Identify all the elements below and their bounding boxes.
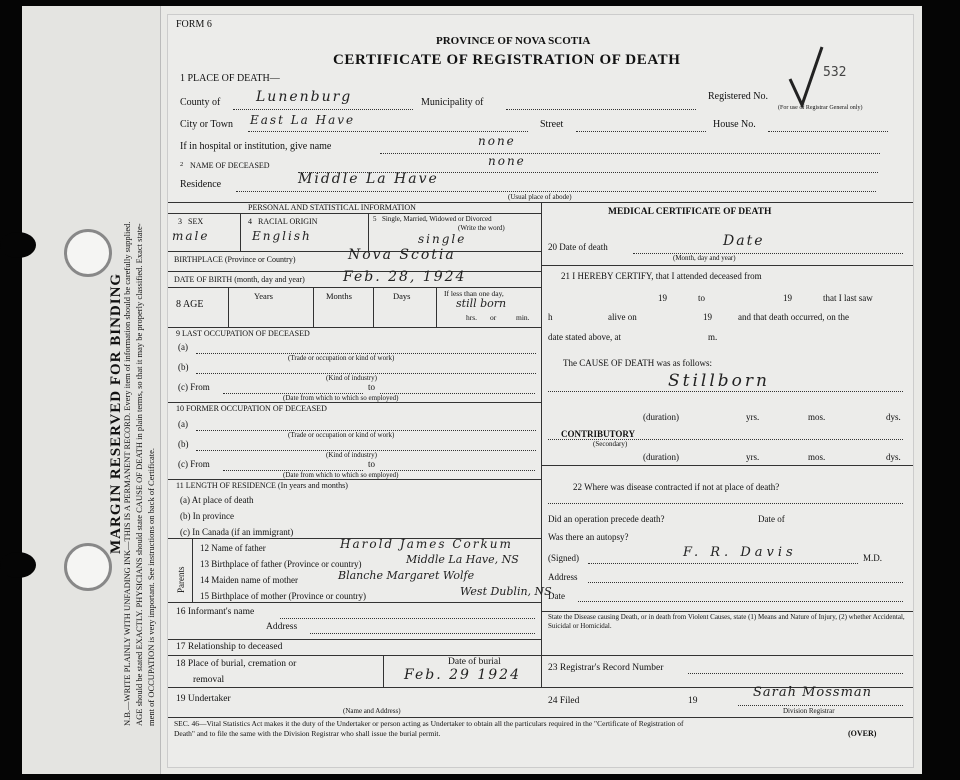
physician-address-label: Address [548, 572, 578, 582]
check-mark-icon [786, 43, 826, 111]
municipality-label: Municipality of [421, 97, 484, 108]
deceased-name-value: none [488, 154, 526, 168]
age-label: 8 AGE [176, 299, 204, 310]
race-number: 4 [248, 217, 252, 226]
punch-hole-top [0, 232, 36, 258]
personal-info-heading: PERSONAL AND STATISTICAL INFORMATION [248, 203, 416, 212]
registrar-signature: Sarah Mossman [753, 685, 873, 700]
less-than-day-label: If less than one day, [444, 289, 504, 298]
occupation-a: (a) [178, 342, 188, 352]
undertaker-note: (Name and Address) [343, 707, 401, 715]
city-value: East La Have [250, 113, 356, 127]
sex-value: male [172, 229, 210, 243]
binding-ring-top [64, 229, 112, 277]
last-occupation-label: 9 LAST OCCUPATION OF DECEASED [176, 329, 310, 338]
father-name-value: Harold James Corkum [340, 537, 513, 551]
occupation-b: (b) [178, 362, 189, 372]
residence-in-canada: (c) In Canada (if an immigrant) [180, 527, 294, 537]
sex-label: SEX [188, 217, 204, 226]
duration-label-2: (duration) [643, 452, 679, 462]
registered-number-note: (For use of Registrar General only) [778, 105, 863, 111]
certify-statement: 21 I HEREBY CERTIFY, that I attended deceased from [561, 271, 762, 281]
residence-length-label: 11 LENGTH OF RESIDENCE (In years and months) [176, 481, 348, 490]
alive-on-label: alive on [608, 312, 637, 322]
yrs-label-1: yrs. [746, 412, 760, 422]
binding-ring-bottom [64, 543, 112, 591]
residence-label: Residence [180, 179, 222, 190]
trade-note: (Trade or occupation or kind of work) [288, 354, 395, 362]
minutes-label: min. [516, 313, 530, 322]
marital-number: 5 [373, 215, 377, 223]
age-years-label: Years [254, 291, 273, 301]
former-a: (a) [178, 419, 188, 429]
autopsy-label: Was there an autopsy? [548, 532, 629, 542]
former-to-label: to [368, 459, 376, 469]
alive-19: 19 [703, 312, 712, 322]
attended-19-1: 19 [658, 293, 667, 303]
filed-19: 19 [688, 696, 698, 706]
former-occupation-label: 10 FORMER OCCUPATION OF DECEASED [176, 404, 327, 413]
house-number-label: House No. [713, 119, 756, 130]
informant-address-label: Address [266, 622, 298, 632]
parents-label: Parents [176, 566, 186, 593]
province-heading: PROVINCE OF NOVA SCOTIA [436, 35, 591, 47]
undertaker-label: 19 Undertaker [176, 694, 231, 704]
footer-line-2: Death" and to file the same with the Division Registrar who shall issue the burial permit. [174, 729, 441, 738]
residence-value: Middle La Have [298, 171, 439, 187]
signed-label: (Signed) [548, 553, 579, 563]
contributory-label: CONTRIBUTORY [561, 429, 636, 439]
date-stated-label: date stated above, at [548, 332, 621, 342]
h-label: h [548, 312, 553, 322]
physician-signature: F. R. Davis [683, 545, 797, 560]
burial-date-value: Feb. 29 1924 [404, 667, 521, 683]
footer-line-1: SEC. 46—Vital Statistics Act makes it the duty of the Undertaker or person acting as Undertaker to obtain all the particulars required in the "Certificate of Registration of [174, 719, 684, 728]
age-days-label: Days [393, 291, 411, 301]
former-b: (b) [178, 439, 189, 449]
former-dates-note: (Date from which to which so employed) [283, 471, 399, 479]
binding-margin [22, 6, 161, 774]
race-value: English [252, 229, 312, 243]
or-label: or [490, 313, 497, 322]
certificate-sheet [22, 6, 922, 774]
yrs-label-2: yrs. [746, 452, 760, 462]
margin-instructions-2: AGE should be stated EXACTLY. PHYSICIANS should state CAUSE OF DEATH in plain terms, so that it may be properly classified. Exact state- [134, 223, 144, 726]
hospital-label: If in hospital or institution, give name [180, 141, 332, 152]
former-industry-note: (Kind of industry) [326, 451, 377, 459]
mos-label-1: mos. [808, 412, 826, 422]
over-label: (OVER) [848, 729, 877, 738]
birthplace-value: Nova Scotia [348, 247, 456, 263]
dys-label-2: dys. [886, 452, 901, 462]
burial-date-label: Date of burial [448, 657, 501, 667]
form-number: FORM 6 [176, 19, 212, 30]
death-date-label: 20 Date of death [548, 242, 608, 252]
city-label: City or Town [180, 119, 234, 130]
mother-birthplace-label: 15 Birthplace of mother (Province or country) [200, 591, 366, 601]
m-label: m. [708, 332, 718, 342]
hours-label: hrs. [466, 313, 478, 322]
last-saw-label: that I last saw [823, 293, 873, 303]
punch-hole-bottom [0, 552, 36, 578]
stillborn-value: still born [456, 297, 507, 310]
industry-note: (Kind of industry) [326, 374, 377, 382]
deceased-name-label: NAME OF DECEASED [190, 161, 270, 170]
secondary-note: (Secondary) [593, 440, 628, 448]
cause-of-death-label: The CAUSE OF DEATH was as follows: [563, 358, 712, 368]
certificate-title: CERTIFICATE OF REGISTRATION OF DEATH [333, 52, 681, 68]
duration-label-1: (duration) [643, 412, 679, 422]
death-occurred-label: and that death occurred, on the [738, 312, 849, 322]
marital-value: single [418, 232, 467, 246]
operation-date-label: Date of [758, 514, 785, 524]
physician-date-label: Date [548, 591, 565, 601]
margin-instructions-1: N.B.—WRITE PLAINLY WITH UNFADING INK—THIS IS A PERMANENT RECORD. Every item of information should be carefully supplied. [122, 221, 132, 726]
burial-label-removal: removal [193, 675, 225, 685]
county-label: County of [180, 97, 221, 108]
abode-note: (Usual place of abode) [508, 193, 572, 201]
hospital-value: none [478, 134, 516, 148]
former-c: (c) From [178, 459, 210, 469]
mother-birthplace-value: West Dublin, NS [460, 585, 552, 598]
dob-label: DATE OF BIRTH (month, day and year) [174, 275, 305, 284]
father-birthplace-value: Middle La Have, NS [406, 553, 519, 566]
race-label: RACIAL ORIGIN [258, 217, 318, 226]
place-of-death-label: 1 PLACE OF DEATH— [180, 73, 280, 84]
sex-number: 3 [178, 217, 182, 226]
attended-to: to [698, 293, 706, 303]
father-birthplace-label: 13 Birthplace of father (Province or country) [200, 559, 362, 569]
age-months-label: Months [326, 291, 352, 301]
attended-19-2: 19 [783, 293, 792, 303]
former-trade-note: (Trade or occupation or kind of work) [288, 431, 395, 439]
residence-at-place: (a) At place of death [180, 495, 254, 505]
death-certificate-form [167, 14, 914, 768]
registration-stamp: 532 [823, 65, 847, 80]
dob-value: Feb. 28, 1924 [343, 269, 467, 285]
filed-label: 24 Filed [548, 696, 580, 706]
occupation-from-label: (c) From [178, 382, 210, 392]
operation-label: Did an operation precede death? [548, 514, 665, 524]
margin-instructions-3: ment of OCCUPATION is very important. See instructions on back of Certificate. [146, 447, 156, 726]
father-name-label: 12 Name of father [200, 543, 266, 553]
marital-label: Single, Married, Widowed or Divorced [382, 215, 492, 223]
birthplace-label: BIRTHPLACE (Province or Country) [174, 255, 296, 264]
residence-in-province: (b) In province [180, 511, 234, 521]
mother-name-value: Blanche Margaret Wolfe [338, 569, 475, 582]
burial-label: 18 Place of burial, cremation or [176, 659, 297, 669]
street-label: Street [540, 119, 564, 130]
deceased-name-number: 2 [180, 161, 184, 168]
county-value: Lunenburg [256, 89, 353, 105]
binding-margin-label: MARGIN RESERVED FOR BINDING [108, 272, 124, 554]
record-number-label: 23 Registrar's Record Number [548, 663, 664, 673]
disease-contracted-label: 22 Where was disease contracted if not at place of death? [573, 482, 780, 492]
dys-label-1: dys. [886, 412, 901, 422]
mos-label-2: mos. [808, 452, 826, 462]
mother-name-label: 14 Maiden name of mother [200, 575, 298, 585]
division-registrar-label: Division Registrar [783, 707, 835, 715]
md-label: M.D. [863, 553, 883, 563]
medical-heading: MEDICAL CERTIFICATE OF DEATH [608, 207, 772, 217]
informant-label: 16 Informant's name [176, 607, 255, 617]
occupation-to-label: to [368, 382, 376, 392]
death-date-note: (Month, day and year) [673, 254, 736, 262]
cause-of-death-value: Stillborn [668, 371, 770, 391]
registered-number-label: Registered No. [708, 91, 768, 102]
marital-note: (Write the word) [458, 224, 505, 232]
relationship-label: 17 Relationship to deceased [176, 642, 283, 652]
employment-dates-note: (Date from which to which so employed) [283, 394, 399, 402]
death-date-value: Date [723, 233, 765, 249]
disease-state-note: State the Disease causing Death, or in death from Violent Causes, state (1) Means and Nature of Injury, (2) whether Accidental, Suicidal or Homicidal. [548, 613, 905, 630]
